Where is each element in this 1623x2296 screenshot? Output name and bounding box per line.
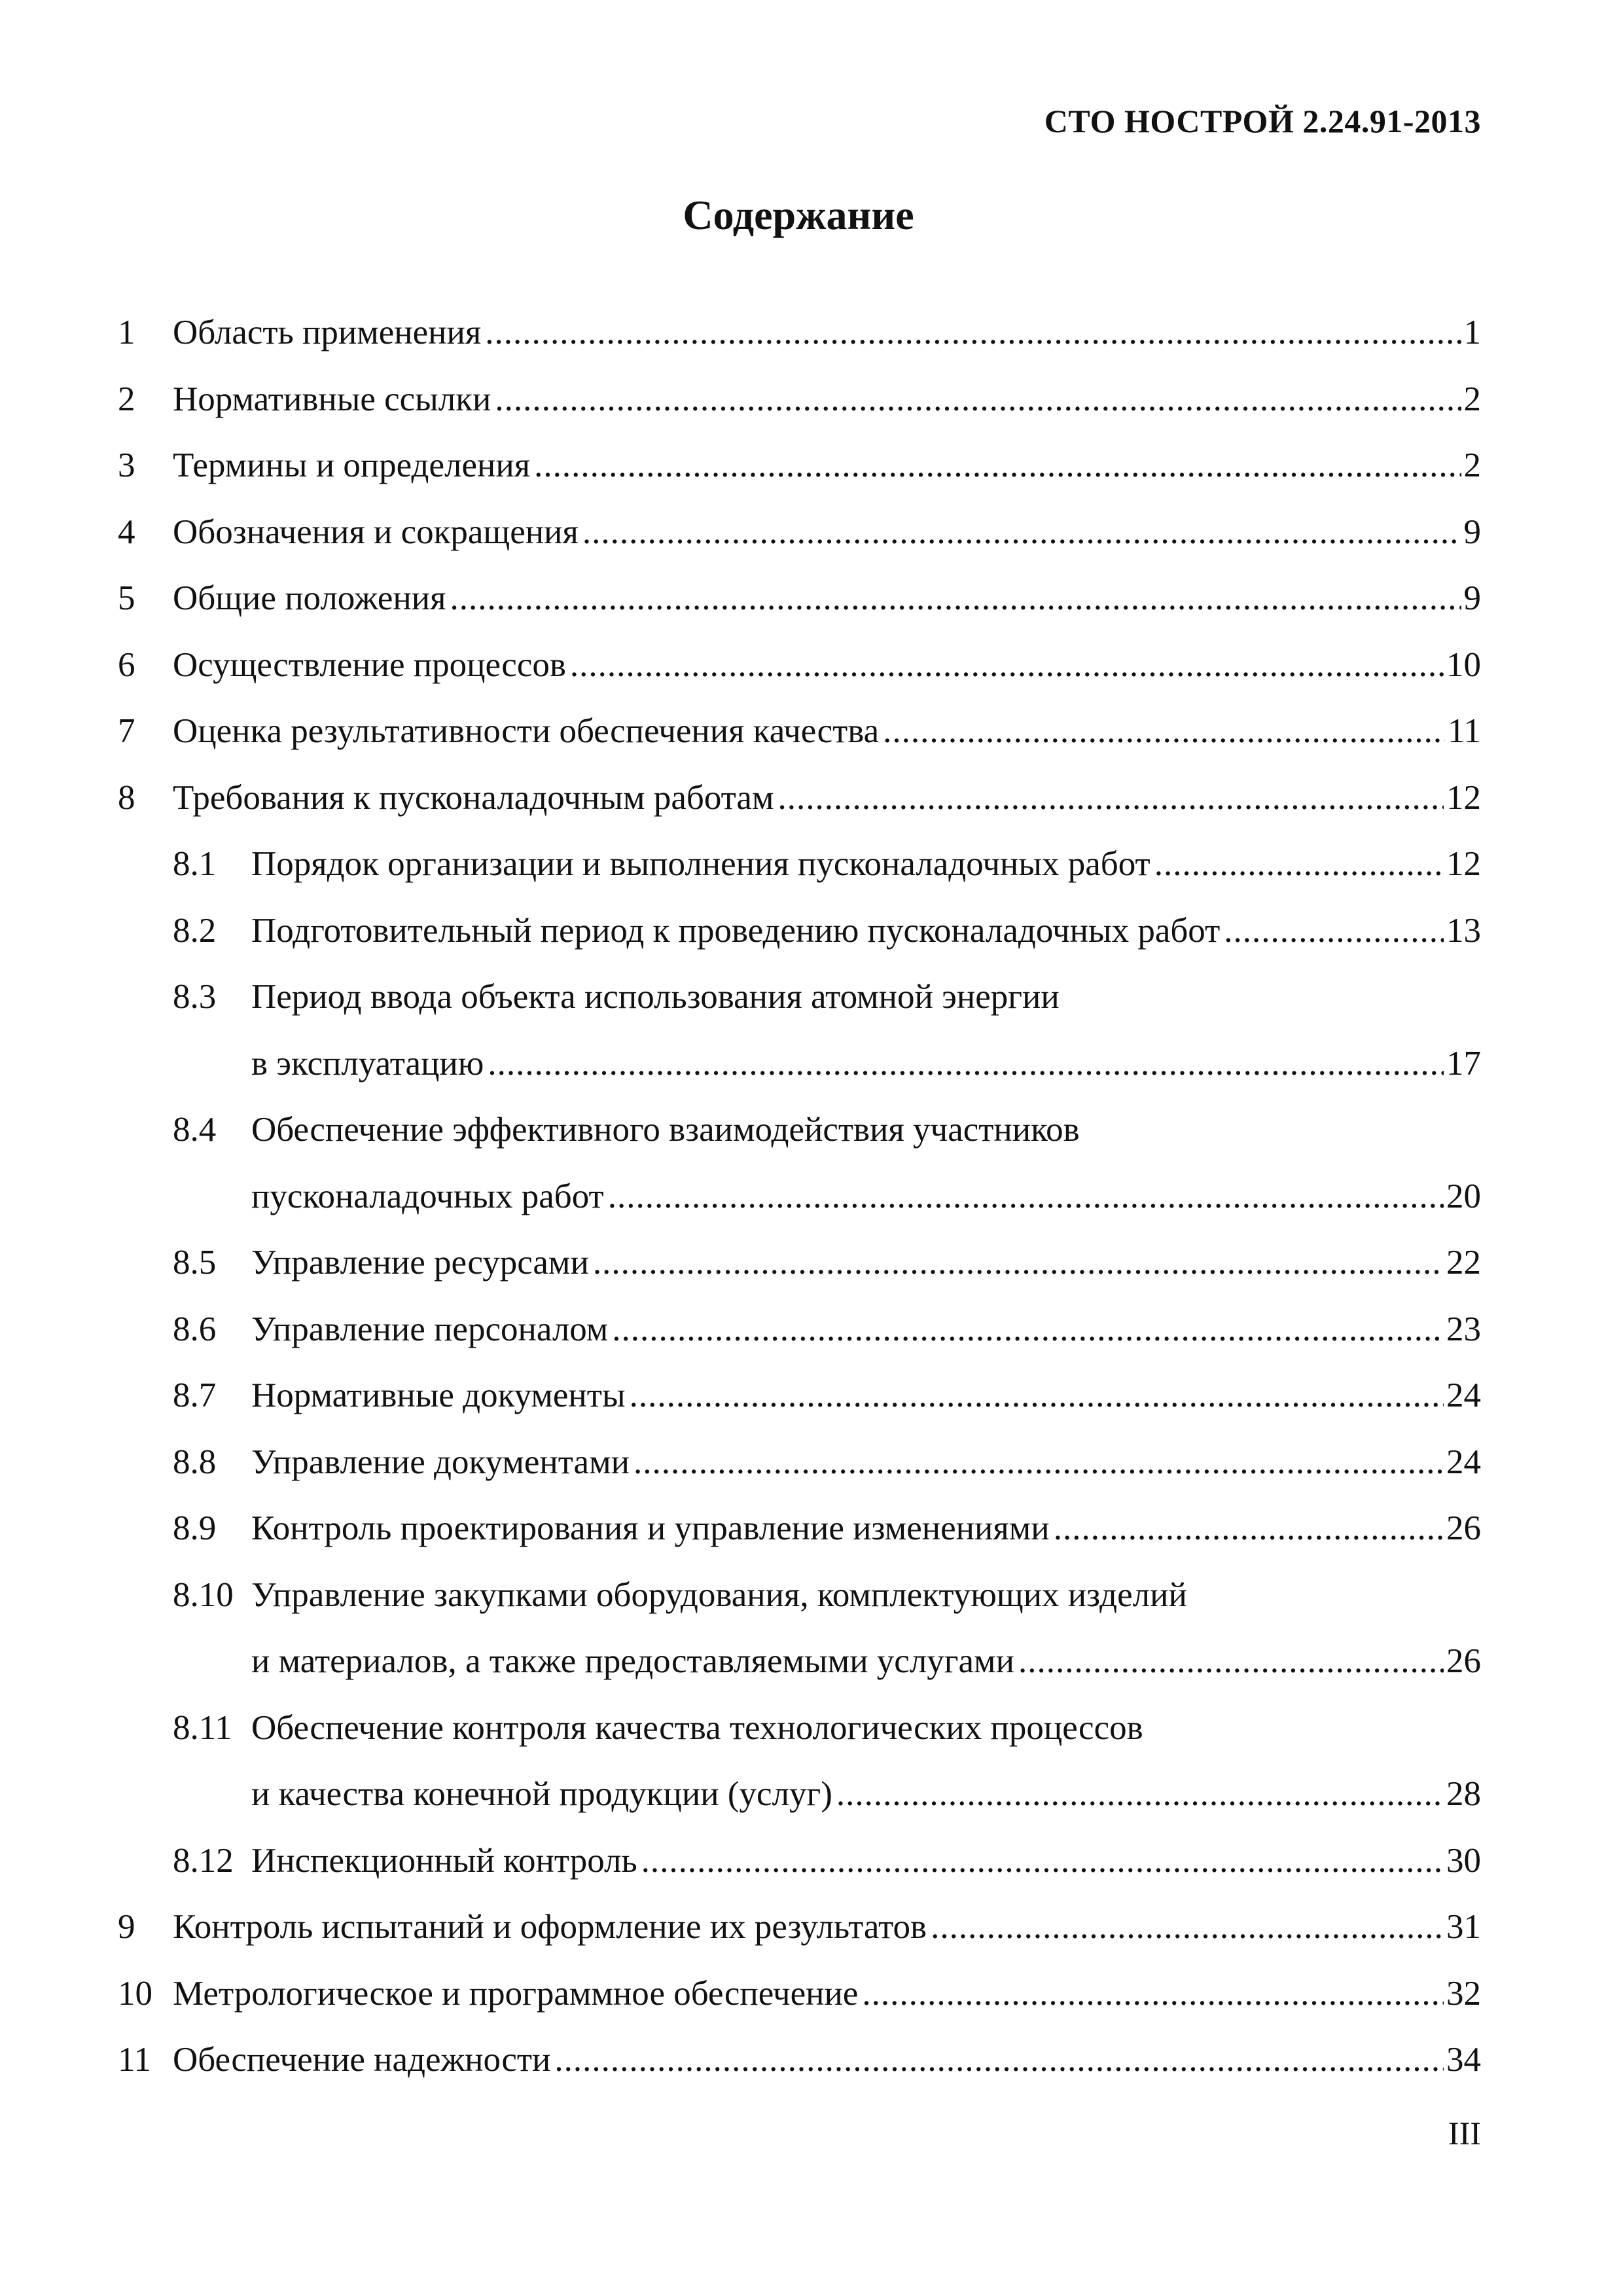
toc-entry-page: 26 — [1446, 1642, 1481, 1680]
toc-entry-number: 8.9 — [173, 1509, 217, 1547]
dot-leader — [495, 367, 1461, 433]
toc-entry-title: в эксплуатацию — [251, 1044, 484, 1083]
toc-entry-body — [251, 1363, 1481, 1429]
dot-leader — [778, 765, 1444, 832]
toc-entry-number: 8.7 — [173, 1376, 217, 1414]
toc-entry[interactable] — [118, 1031, 1481, 1098]
toc-entry[interactable] — [118, 1496, 1481, 1562]
toc-entry[interactable] — [118, 1761, 1481, 1828]
toc-entry-page: 12 — [1446, 845, 1481, 883]
toc-entry-title: Общие положения — [173, 579, 446, 617]
toc-entry-title: Период ввода объекта использования атомной энергии — [251, 978, 1060, 1016]
toc-entry-title: пусконаладочных работ — [251, 1177, 604, 1215]
toc-entry-number: 8.6 — [173, 1310, 217, 1348]
toc-entry-body — [173, 433, 1481, 499]
toc-entry-body — [251, 898, 1481, 965]
dot-leader — [1224, 898, 1444, 965]
toc-entry-body — [173, 300, 1481, 367]
toc-entry-number: 8.5 — [173, 1244, 217, 1282]
toc-entry-body — [251, 1164, 1481, 1230]
toc-entry-page: 22 — [1446, 1244, 1481, 1282]
toc-entry-number: 8.11 — [173, 1708, 232, 1747]
dot-leader — [593, 1230, 1444, 1297]
toc-entry[interactable] — [118, 1429, 1481, 1496]
toc-entry[interactable] — [118, 499, 1481, 566]
toc-entry-number: 6 — [118, 645, 135, 684]
toc-entry-body — [251, 1628, 1481, 1695]
dot-leader — [931, 1894, 1444, 1961]
toc-entry-body — [173, 765, 1481, 832]
toc-entry[interactable] — [118, 1230, 1481, 1297]
toc-entry-body — [251, 1097, 1481, 1164]
toc-entry[interactable] — [118, 1695, 1481, 1762]
toc-entry-page: 23 — [1446, 1310, 1481, 1348]
dot-leader — [1018, 1628, 1444, 1695]
toc-entry-page: 28 — [1446, 1775, 1481, 1813]
toc-entry-body — [173, 632, 1481, 699]
toc-entry-number: 10 — [118, 1974, 152, 2013]
dot-leader — [582, 499, 1461, 566]
toc-entry-number: 7 — [118, 712, 135, 750]
toc-entry-body — [173, 1961, 1481, 2028]
toc-entry[interactable] — [118, 698, 1481, 765]
toc-entry-body — [251, 1429, 1481, 1496]
dot-leader — [608, 1164, 1444, 1230]
toc-entry[interactable] — [118, 1828, 1481, 1895]
dot-leader — [570, 632, 1444, 699]
table-of-contents — [118, 300, 1481, 2094]
dot-leader — [836, 1761, 1444, 1828]
toc-entry-body — [251, 1297, 1481, 1363]
toc-entry-body — [251, 831, 1481, 898]
toc-entry-title: Контроль проектирования и управление изменениями — [251, 1509, 1050, 1547]
toc-entry-title: Подготовительный период к проведению пусконаладочных работ — [251, 911, 1221, 950]
toc-entry-number: 9 — [118, 1908, 135, 1946]
toc-entry-number: 1 — [118, 314, 135, 351]
toc-entry[interactable] — [118, 632, 1481, 699]
toc-entry-body — [173, 1894, 1481, 1961]
toc-entry-number: 8.3 — [173, 978, 217, 1016]
toc-entry-body — [251, 1828, 1481, 1895]
toc-entry-page: 34 — [1446, 2041, 1481, 2079]
toc-entry-page: 17 — [1446, 1044, 1481, 1083]
toc-entry-page: 13 — [1446, 911, 1481, 950]
toc-entry-number: 3 — [118, 446, 135, 484]
toc-entry-title: Нормативные ссылки — [173, 380, 491, 418]
toc-entry-title: Нормативные документы — [251, 1376, 626, 1414]
toc-entry-number: 8.2 — [173, 911, 217, 950]
toc-entry-page: 20 — [1446, 1177, 1481, 1215]
toc-entry[interactable] — [118, 433, 1481, 499]
toc-entry[interactable] — [118, 2027, 1481, 2094]
toc-entry-page: 30 — [1446, 1841, 1481, 1880]
toc-entry-title: Инспекционный контроль — [251, 1841, 637, 1880]
toc-entry-title: и материалов, а также предоставляемыми услугами — [251, 1642, 1014, 1680]
toc-entry[interactable] — [118, 898, 1481, 965]
toc-entry-page: 24 — [1446, 1443, 1481, 1481]
toc-entry-title: Осуществление процессов — [173, 645, 566, 684]
toc-entry-body — [173, 367, 1481, 433]
toc-entry-page: 2 — [1463, 446, 1481, 484]
toc-entry-title: Область применения — [173, 314, 482, 351]
page-title: Содержание — [683, 192, 914, 238]
toc-entry[interactable] — [118, 1562, 1481, 1629]
toc-entry-number: 2 — [118, 380, 135, 418]
toc-entry-body — [173, 698, 1481, 765]
toc-entry-page: 32 — [1446, 1974, 1481, 2013]
toc-entry-number: 11 — [118, 2041, 152, 2079]
toc-entry-number: 8.8 — [173, 1443, 217, 1481]
toc-entry-number: 8.10 — [173, 1575, 234, 1614]
toc-entry-title: Требования к пусконаладочным работам — [173, 778, 774, 817]
toc-entry-body — [173, 2027, 1481, 2094]
page-number: III — [1448, 2115, 1481, 2151]
toc-entry-number: 8 — [118, 778, 135, 817]
toc-entry-page: 2 — [1463, 380, 1481, 418]
toc-entry[interactable] — [118, 964, 1481, 1031]
dot-leader — [612, 1297, 1444, 1363]
toc-entry-page: 26 — [1446, 1509, 1481, 1547]
toc-entry[interactable] — [118, 565, 1481, 632]
dot-leader — [630, 1363, 1444, 1429]
toc-entry-title: Обеспечение контроля качества технологических процессов — [251, 1708, 1143, 1747]
toc-entry[interactable] — [118, 1628, 1481, 1695]
toc-entry[interactable] — [118, 1297, 1481, 1363]
toc-entry-body — [251, 1031, 1481, 1098]
toc-entry-page: 31 — [1446, 1908, 1481, 1946]
dot-leader — [1054, 1496, 1444, 1562]
toc-entry-body — [173, 565, 1481, 632]
toc-entry-title: Управление документами — [251, 1443, 630, 1481]
toc-entry-number: 8.12 — [173, 1841, 234, 1880]
dot-leader — [641, 1828, 1444, 1895]
toc-entry-title: Обеспечение эффективного взаимодействия участников — [251, 1111, 1080, 1149]
toc-entry-number: 8.1 — [173, 845, 217, 883]
toc-entry-page: 9 — [1463, 512, 1481, 551]
toc-entry-title: и качества конечной продукции (услуг) — [251, 1775, 832, 1813]
toc-entry-title: Термины и определения — [173, 446, 531, 484]
toc-entry[interactable] — [118, 1894, 1481, 1961]
dot-leader — [883, 698, 1445, 765]
toc-entry-title: Оценка результативности обеспечения качества — [173, 712, 880, 750]
toc-entry-number: 5 — [118, 579, 135, 617]
document-code: СТО НОСТРОЙ 2.24.91-2013 — [1044, 103, 1481, 139]
toc-entry-title: Порядок организации и выполнения пусконаладочных работ — [251, 845, 1150, 883]
dot-leader — [862, 1961, 1444, 2028]
toc-entry-page: 9 — [1463, 579, 1481, 617]
toc-entry-body — [173, 499, 1481, 566]
toc-entry-page: 11 — [1447, 712, 1481, 750]
toc-entry[interactable] — [118, 765, 1481, 832]
toc-entry-page: 10 — [1446, 645, 1481, 684]
dot-leader — [1154, 831, 1444, 898]
toc-entry-title: Контроль испытаний и оформление их результатов — [173, 1908, 927, 1946]
toc-entry-body — [251, 1562, 1481, 1629]
toc-entry-title: Обозначения и сокращения — [173, 512, 579, 551]
toc-entry-title: Метрологическое и программное обеспечение — [173, 1974, 859, 2013]
dot-leader — [633, 1429, 1444, 1496]
toc-entry-title: Управление ресурсами — [251, 1244, 589, 1282]
toc-entry[interactable] — [118, 1961, 1481, 2028]
toc-entry-title: Обеспечение надежности — [173, 2041, 551, 2079]
dot-leader — [554, 2027, 1444, 2094]
toc-entry-body — [251, 1230, 1481, 1297]
toc-entry-page: 12 — [1446, 778, 1481, 817]
toc-entry[interactable] — [118, 831, 1481, 898]
toc-entry-page: 24 — [1446, 1376, 1481, 1414]
toc-entry-title: Управление персоналом — [251, 1310, 609, 1348]
toc-entry[interactable] — [118, 1164, 1481, 1230]
toc-entry-body — [251, 964, 1481, 1031]
dot-leader — [450, 565, 1461, 632]
dot-leader — [534, 433, 1461, 499]
toc-entry-body — [251, 1695, 1481, 1762]
toc-entry[interactable] — [118, 300, 1481, 367]
dot-leader — [488, 1031, 1444, 1098]
dot-leader — [485, 300, 1461, 367]
toc-entry[interactable] — [118, 1363, 1481, 1429]
toc-entry-body — [251, 1761, 1481, 1828]
toc-entry-page: 1 — [1463, 314, 1481, 351]
toc-entry-body — [251, 1496, 1481, 1562]
toc-entry-number: 8.4 — [173, 1111, 217, 1149]
toc-entry-number: 4 — [118, 512, 135, 551]
toc-entry[interactable] — [118, 1097, 1481, 1164]
toc-entry[interactable] — [118, 367, 1481, 433]
toc-entry-title: Управление закупками оборудования, комплектующих изделий — [251, 1575, 1187, 1614]
